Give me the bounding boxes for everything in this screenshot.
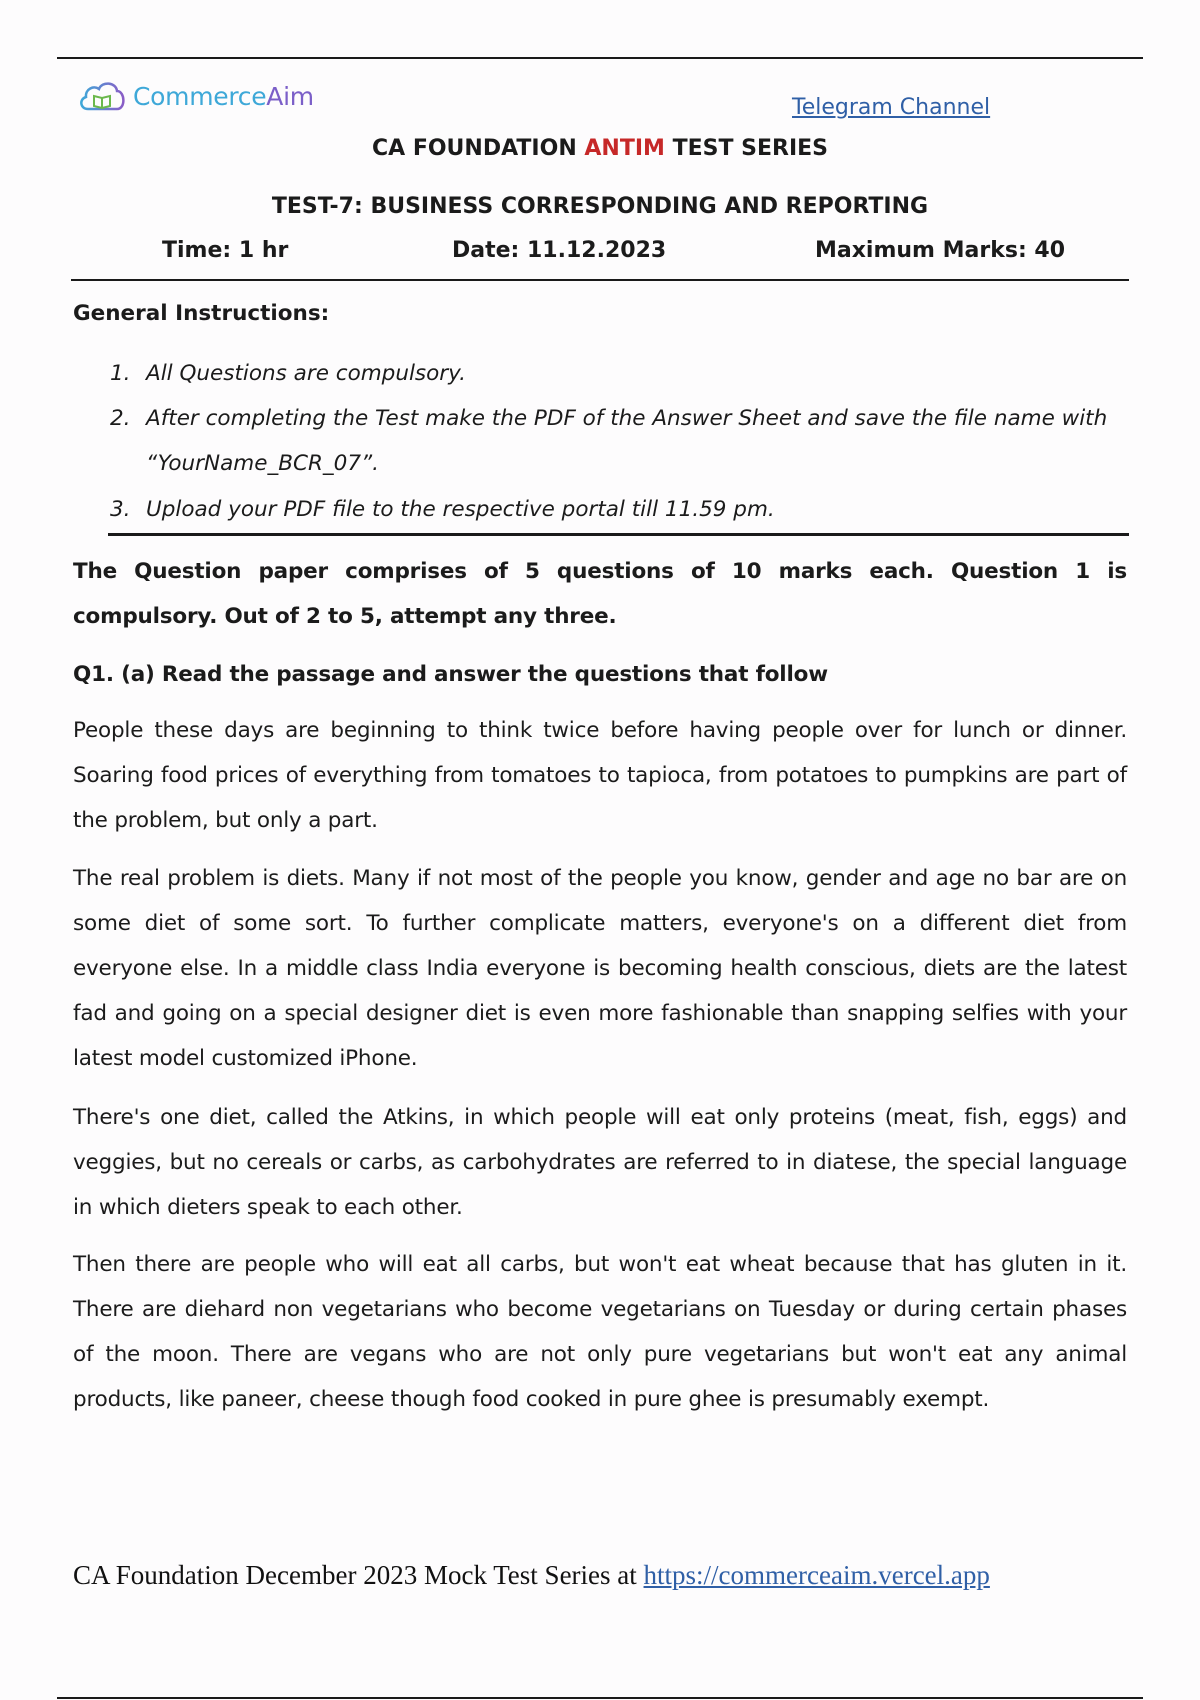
passage-paragraph-1: People these days are beginning to think twice before having people over for lunch or dinner. Soaring food prices of everything from tomatoes to tapioca, from potatoes to pumpkins are part of the problem, but only a part. xyxy=(73,718,1127,833)
page-title: CA FOUNDATION ANTIM TEST SERIES xyxy=(372,136,828,161)
instructions-heading: General Instructions: xyxy=(73,301,330,326)
telegram-channel-link[interactable]: Telegram Channel xyxy=(792,95,991,120)
cloud-book-icon xyxy=(76,77,128,115)
max-marks-label: Maximum Marks: 40 xyxy=(815,238,1066,263)
header-rule xyxy=(71,279,1129,281)
footer-link[interactable]: https://commerceaim.vercel.app xyxy=(643,1560,990,1590)
commerceaim-logo[interactable] xyxy=(76,76,314,116)
logo-text: CommerceAim xyxy=(133,81,314,111)
passage-paragraph-4: Then there are people who will eat all carbs, but won't eat wheat because that has gluten in it. There are diehard non vegetarians who become vegetarians on Tuesday or during certain phases of the moon. There are vegans who are not only pure vegetarians but won't eat any animal products, like paneer, cheese though food cooked in pure ghee is presumably exempt. xyxy=(73,1252,1127,1412)
footer-note: CA Foundation December 2023 Mock Test Series at https://commerceaim.vercel.app xyxy=(73,1560,990,1590)
test-subtitle: TEST-7: BUSINESS CORRESPONDING AND REPORTING xyxy=(271,194,929,219)
bottom-rule xyxy=(57,1697,1143,1699)
instructions-rule xyxy=(108,533,1129,536)
passage-paragraph-2: The real problem is diets. Many if not most of the people you know, gender and age no bar are on some diet of some sort. To further complicate matters, everyone's on a different diet from everyone else. In a middle class India everyone is becoming health conscious, diets are the latest fad and going on a special designer diet is even more fashionable than snapping selfies with your latest model customized iPhone. xyxy=(73,866,1127,1071)
title-highlight: ANTIM xyxy=(584,136,665,161)
q1-heading: Q1. (a) Read the passage and answer the questions that follow xyxy=(73,662,828,687)
passage-paragraph-3: There's one diet, called the Atkins, in which people will eat only proteins (meat, fish, eggs) and veggies, but no cereals or carbs, as carbohydrates are referred to in diatese, the special language in which dieters speak to each other. xyxy=(73,1105,1127,1220)
top-rule xyxy=(57,57,1143,59)
time-label: Time: 1 hr xyxy=(162,238,289,263)
date-label: Date: 11.12.2023 xyxy=(452,238,667,263)
paper-overview: The Question paper comprises of 5 questions of 10 marks each. Question 1 is compulsory. Out of 2 to 5, attempt any three. xyxy=(73,559,1127,629)
